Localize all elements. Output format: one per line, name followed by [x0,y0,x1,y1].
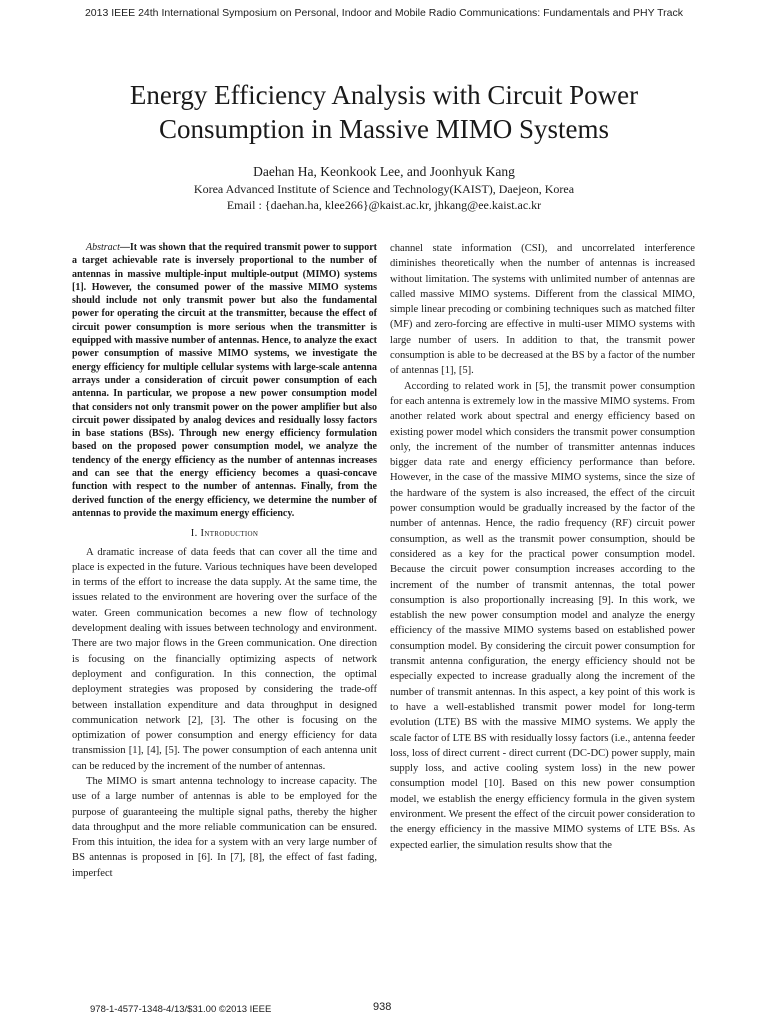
abstract-text: —It was shown that the required transmit power to support a target achievable rate is inversely proportional to the number of antennas in massive multiple-input multiple-output (MIMO) systems [1]. However, the consumed power of the massive MIMO systems should include not only transmit power but also the fundamental power for operating the circuit at the transmitter, because the effect of circuit power consumption is more serious when the transmitter is equipped with massive number of antennas. Hence, to analyze the exact power consumption of massive MIMO systems, we investigate the energy efficiency for multiple cellular systems with large-scale antenna arrays under a consideration of circuit power consumption of each antenna. In particular, we propose a new power consumption model that considers not only transmit power on the power amplifier but also circuit power dissipated by analog devices and residually lossy factors in base stations (BSs). Through new energy efficiency formulation based on the proposed power consumption model, we analyze the tendency of the energy efficiency as the number of antennas increases and can see that the energy efficiency becomes a quasi-concave function with respect to the number of antennas. Finally, from the derived function of the energy efficiency, we determine the number of antennas to provide the maximum energy efficiency. [72,242,377,519]
author-email: Email : {daehan.ha, klee266}@kaist.ac.kr, jhkang@ee.kaist.ac.kr [226,198,542,212]
affiliation: Korea Advanced Institute of Science and Technology(KAIST), Daejeon, Korea [193,182,575,196]
section-heading-introduction [72,526,377,541]
paragraph: According to related work in [5], the transmit power consumption for each antenna is extremely low in the massive MIMO systems. From another related work about spectral and energy efficiency based on existing power model which considers the transmit power consumption only, the increment of the number of transmitter antennas induces bigger data rate and energy efficiency performance than before. However, in the case of the massive MIMO systems, since the size of the hardware of the system is also increased, the effect of the circuit power consumption would be gradually increased by the factor of the number of antennas. Hence, the radio frequency (RF) circuit power consumption, as well as the transmit power consumption, should be considered as a key for the practical power consumption model. Because the circuit power consumption increases according to the increment of the number of transmit antennas, the total power consumption is also proportionally increasing [9]. In this work, we establish the new power consumption model and analyze the energy efficiency of the massive MIMO systems based on established power consumption model. By considering the circuit power consumption for transmit antenna configuration, the energy efficiency should not be especially expected to increase gradually along the increment of the number of transmit antennas. In this aspect, a key point of this work is to have a well-established transmit power model for long-term evolution (LTE) BS with the massive MIMO systems. We apply the scale factor of LTE BS with residually lossy factors (i.e., antenna feeder loss, loss of direct current - direct current (DC-DC) power supply, main supply loss, and active cooling system loss) in the new power consumption model [10]. Based on this new power consumption model, we establish the energy efficiency formula in the given system environment. We present the effect of the circuit power consideration to the energy efficiency in the massive MIMO systems of LTE BSs. As expected earlier, the simulation results show that the [390,380,695,851]
copyright-notice: 978-1-4577-1348-4/13/$31.00 ©2013 IEEE [90,1004,272,1015]
page-number: 938 [373,1001,392,1013]
title-line-1: Energy Efficiency Analysis with Circuit Power [129,80,639,110]
paper-title [60,78,708,146]
title-line-2: Consumption in Massive MIMO Systems [158,114,610,144]
authors: Daehan Ha, Keonkook Lee, and Joonhyuk Kang [253,164,515,179]
conference-header: 2013 IEEE 24th International Symposium on Personal, Indoor and Mobile Radio Communications: Fundamentals and PHY Track [84,7,684,19]
paragraph: A dramatic increase of data feeds that can cover all the time and place is expected in the future. Various techniques have been developed in terms of the effort to increase the data supply. At the same time, the issues related to the environment are hovering over the surface of the water. Green communication becomes a new flow of technology development dealing with issues between technology and environment. There are two major flows in the Green communication. One direction is focusing on the financially optimizing aspects of network deployment and configuration. In this connection, the optimal deployment strategies was proposed by considering the trade-off between installation expenditure and data throughput in designed communication network [2], [3]. The other is focusing on the optimization of power consumption and energy efficiency for data transmission [1], [4], [5]. The power consumption of each antenna unit can be reduced by the increment of the number of antennas. [72,546,377,772]
abstract [72,241,377,520]
section-number: I. [190,528,198,540]
paragraph: The MIMO is smart antenna technology to increase capacity. The use of a large number of antennas is able to be employed for the purpose of guaranteeing the multiple signal paths, thereby the higher data throughput and the more reliable communication can be ensured. From this intuition, the idea for a system with an very large number of BS antennas is proposed in [6]. In [7], [8], the effect of fast fading, imperfect [72,775,377,879]
paragraph: channel state information (CSI), and uncorrelated interference diminishes theoretically when the number of antennas is increased without limitation. The systems with unlimited number of antennas are called massive MIMO systems. Different from the classical MIMO, simple linear precoding or combining techniques such as matched filter (MF) and zero-forcing are effective in multi-user MIMO systems with large number of users. In addition to that, the transmit power consumption is able to be decreased at the BS by a factor of the number of antennas [1], [5]. [390,243,695,377]
left-column [72,241,377,881]
right-column [390,241,695,853]
section-title: Introduction [200,528,259,540]
abstract-label: Abstract [86,242,120,253]
